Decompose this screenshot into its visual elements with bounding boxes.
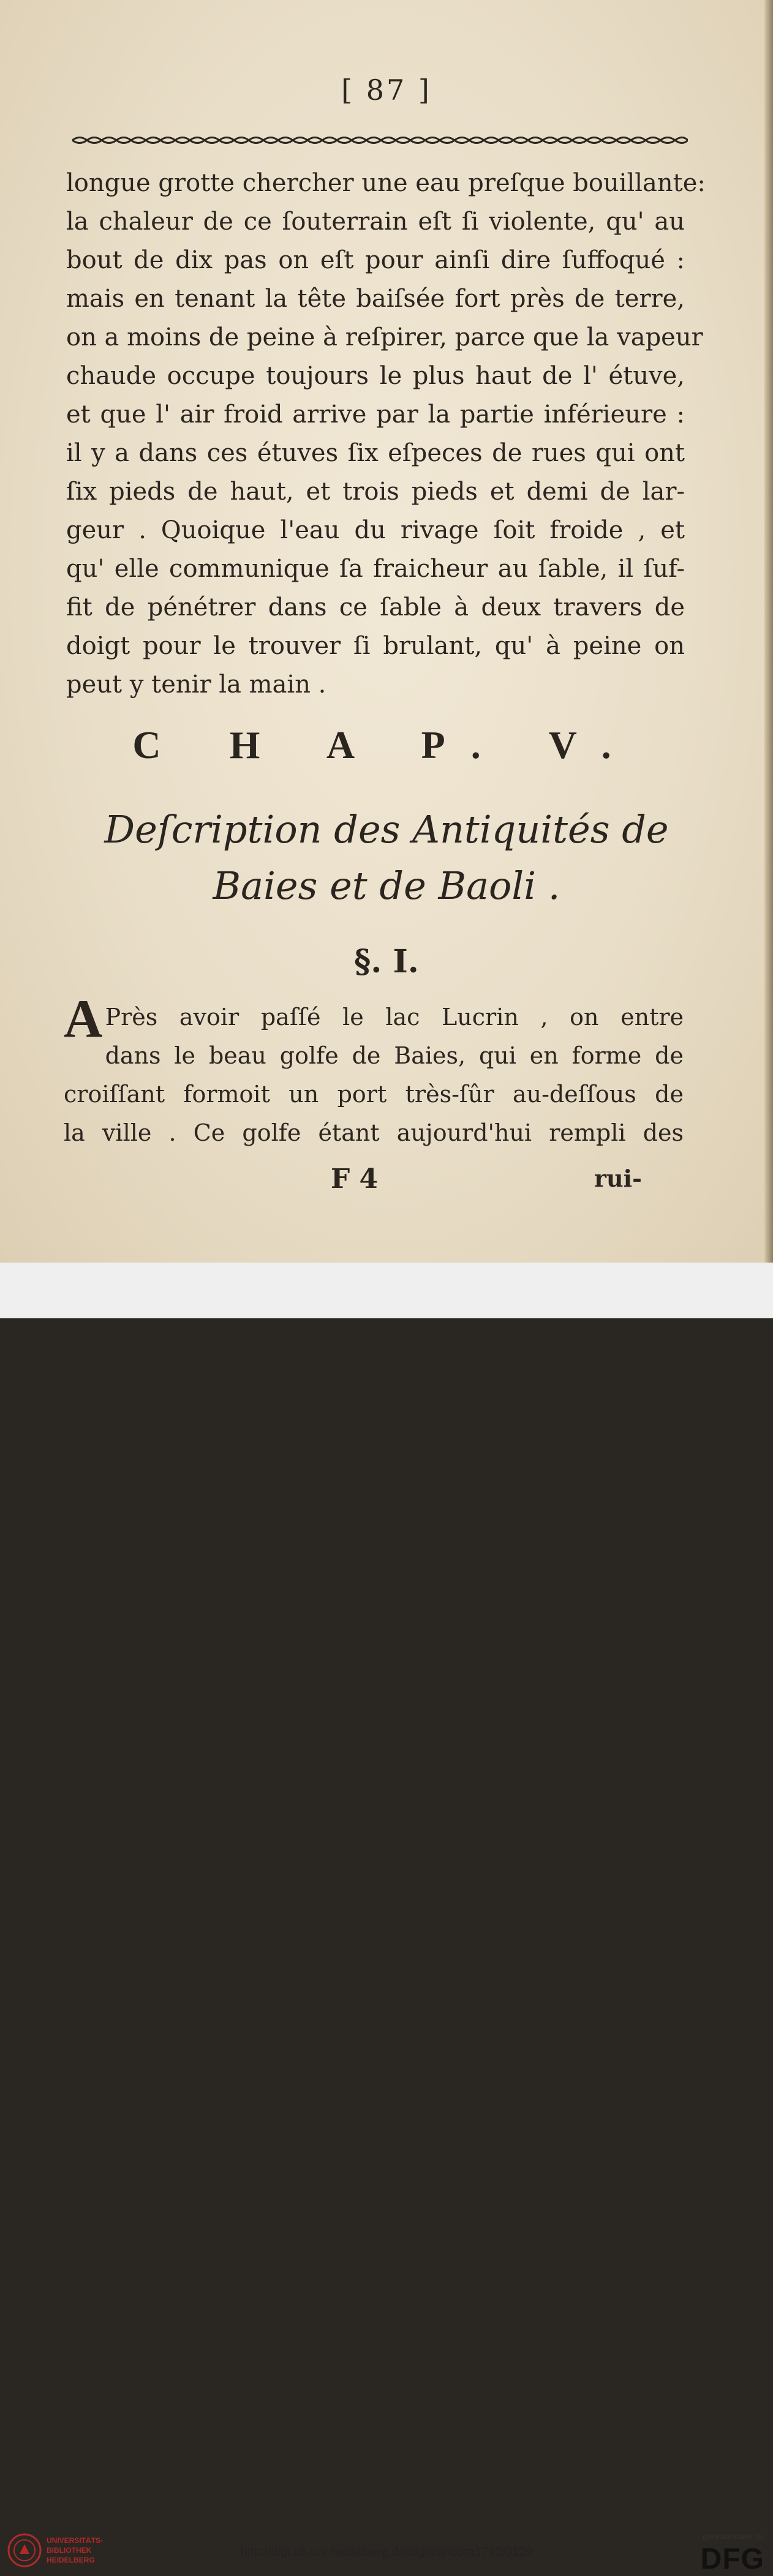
section-paragraph [64,989,684,1152]
text-line: bout de dix pas on eſt pour ainſi dire ſuffoqué : [66,246,685,274]
text-line: la ville . Ce golfe étant aujourd'hui rempli des [64,1119,684,1146]
text-line: chaude occupe toujours le plus haut de l' étuve, [66,362,685,390]
library-name-line: UNIVERSITÄTS- [47,2536,104,2545]
dfg-logo: DFG [700,2543,764,2575]
text-line: croiſſant formoit un port très-ſûr au-deſſous de [64,1081,684,1108]
page-number-header: [ 87 ] [341,73,432,107]
text-line: et que l' air froid arrive par la partie inférieure : [66,400,685,429]
text-line: qu' elle communique ſa fraicheur au ſable, il ſuf- [66,555,685,583]
funding-label: gefördert durch die [703,2533,764,2541]
text-line: geur . Quoique l'eau du rivage ſoit froide , et [66,516,685,544]
library-name-line: HEIDELBERG [47,2556,95,2564]
library-name-line: BIBLIOTHEK [47,2546,92,2555]
body-text [66,164,706,704]
text-line: mais en tenant la tête baiſsée fort près de terre, [66,285,685,313]
section-heading: §. I. [354,943,419,980]
catchword: rui- [594,1165,642,1192]
text-line: longue grotte chercher une eau preſque bouillante: [66,169,706,197]
text-line: on a moins de peine à reſpirer, parce que la vapeur [66,323,703,351]
signature-mark: F 4 [331,1163,379,1195]
permalink-url[interactable]: http://digi.ub.uni-heidelberg.de/diglit/ancora1792/0129 [240,2545,533,2559]
drop-cap: A [64,989,103,1049]
text-line: doigt pour le trouver ſi brulant, qu' à peine on [66,632,685,660]
viewer-footer [0,1263,773,2575]
text-line: Près avoir paſſé le lac Lucrin , on entre [105,1004,684,1031]
ornamental-rule [72,135,688,146]
text-line: peut y tenir la main . [66,670,326,699]
chapter-title-line-2: Baies et de Baoli . [213,863,560,908]
text-line: la chaleur de ce ſouterrain eſt ſi violente, qu' au [66,208,685,236]
text-line: ſix pieds de haut, et trois pieds et demi de lar- [66,478,685,506]
scanned-page [0,0,773,1263]
page-edge [764,0,773,1263]
chapter-heading: C H A P. V. [132,723,641,767]
text-line: dans le beau golfe de Baies, qui en forme de [105,1042,684,1069]
text-line: il y a dans ces étuves ſix eſpeces de rues qui ont [66,439,685,467]
chapter-title-line-1: Deſcription des Antiquités de [104,807,669,852]
text-line: fit de pénétrer dans ce ſable à deux travers de [66,593,685,621]
